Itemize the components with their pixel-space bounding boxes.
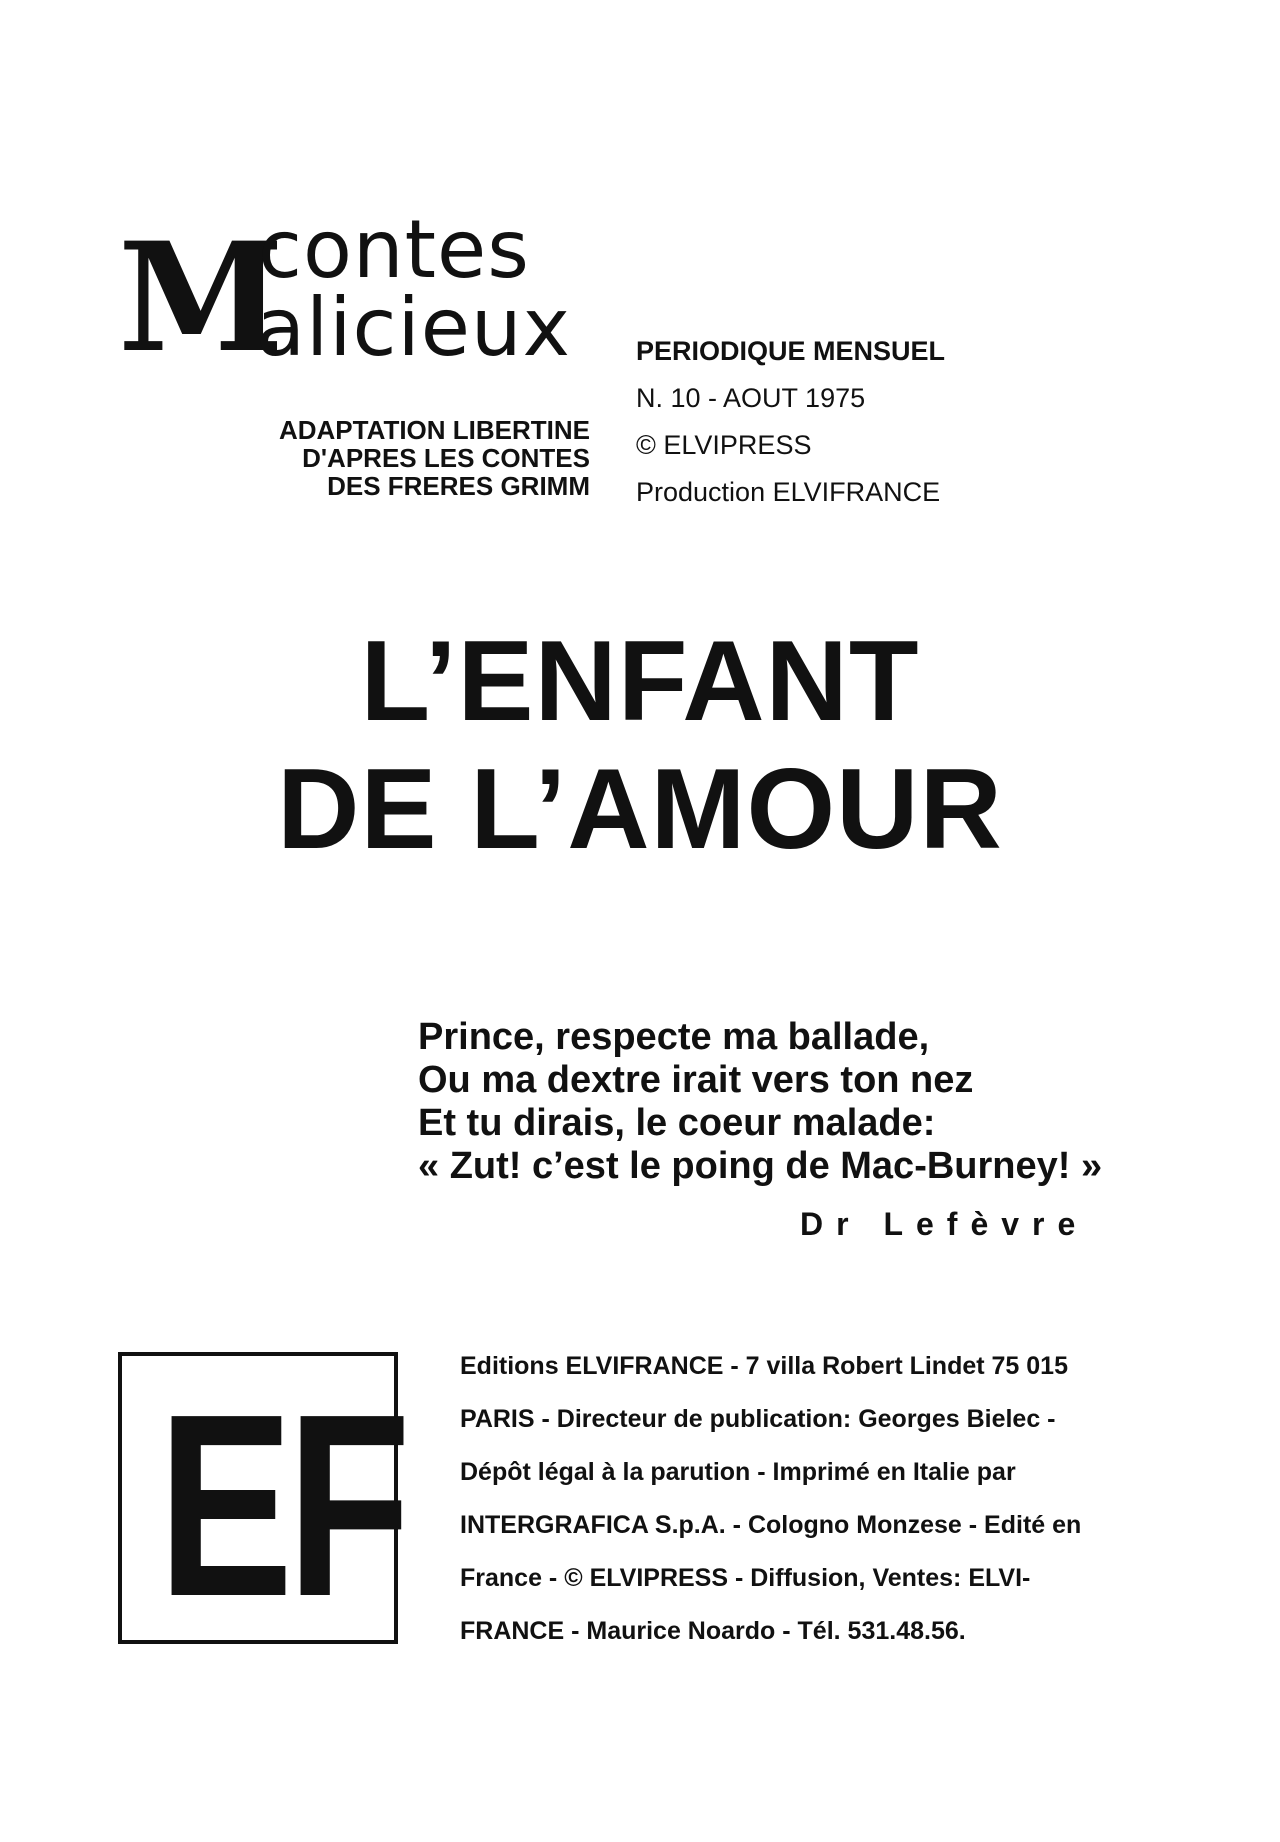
- title-line-1: L’ENFANT: [360, 618, 920, 745]
- imprint-line: Editions ELVIFRANCE - 7 villa Robert Lindet 75 015: [460, 1352, 1068, 1380]
- poem-line: Et tu dirais, le coeur malade:: [418, 1102, 936, 1144]
- adaptation-line: D'APRES LES CONTES: [302, 443, 590, 473]
- adaptation-line: DES FRERES GRIMM: [327, 471, 590, 501]
- poem-line: Prince, respecte ma ballade,: [418, 1016, 930, 1058]
- production: Production ELVIFRANCE: [636, 477, 941, 507]
- logo-word-contes: contes: [258, 203, 530, 296]
- adaptation-note: [230, 416, 590, 500]
- publisher-logo: [118, 1352, 405, 1651]
- poem-line: « Zut! c’est le poing de Mac-Burney! »: [418, 1145, 1103, 1187]
- periodicity: PERIODIQUE MENSUEL: [636, 336, 946, 366]
- imprint-line: Dépôt légal à la parution - Imprimé en Italie par: [460, 1458, 1016, 1486]
- epigraph-poem: [418, 1016, 1102, 1188]
- publisher-logo-letters: EF: [158, 1361, 405, 1651]
- title-line-2: DE L’AMOUR: [277, 746, 1003, 873]
- poem-author: Dr Lefèvre: [800, 1206, 1089, 1242]
- logo-initial: M: [118, 210, 285, 386]
- page-title: [0, 618, 1280, 874]
- imprint-line: INTERGRAFICA S.p.A. - Cologno Monzese - Edité en: [460, 1511, 1082, 1539]
- contes-malicieux-logo: [118, 203, 588, 386]
- issue-number: N. 10 - AOUT 1975: [636, 383, 866, 413]
- publisher-imprint: [460, 1340, 1140, 1658]
- copyright: © ELVIPRESS: [636, 430, 812, 460]
- imprint-line: France - © ELVIPRESS - Diffusion, Ventes: ELVI-: [460, 1564, 1031, 1592]
- poem-line: Ou ma dextre irait vers ton nez: [418, 1059, 974, 1101]
- imprint-line: FRANCE - Maurice Noardo - Tél. 531.48.56.: [460, 1617, 966, 1645]
- logo-word-alicieux: alicieux: [256, 281, 571, 374]
- adaptation-line: ADAPTATION LIBERTINE: [278, 415, 590, 445]
- imprint-line: PARIS - Directeur de publication: Georges Bielec -: [460, 1405, 1056, 1433]
- publication-info: [636, 328, 945, 516]
